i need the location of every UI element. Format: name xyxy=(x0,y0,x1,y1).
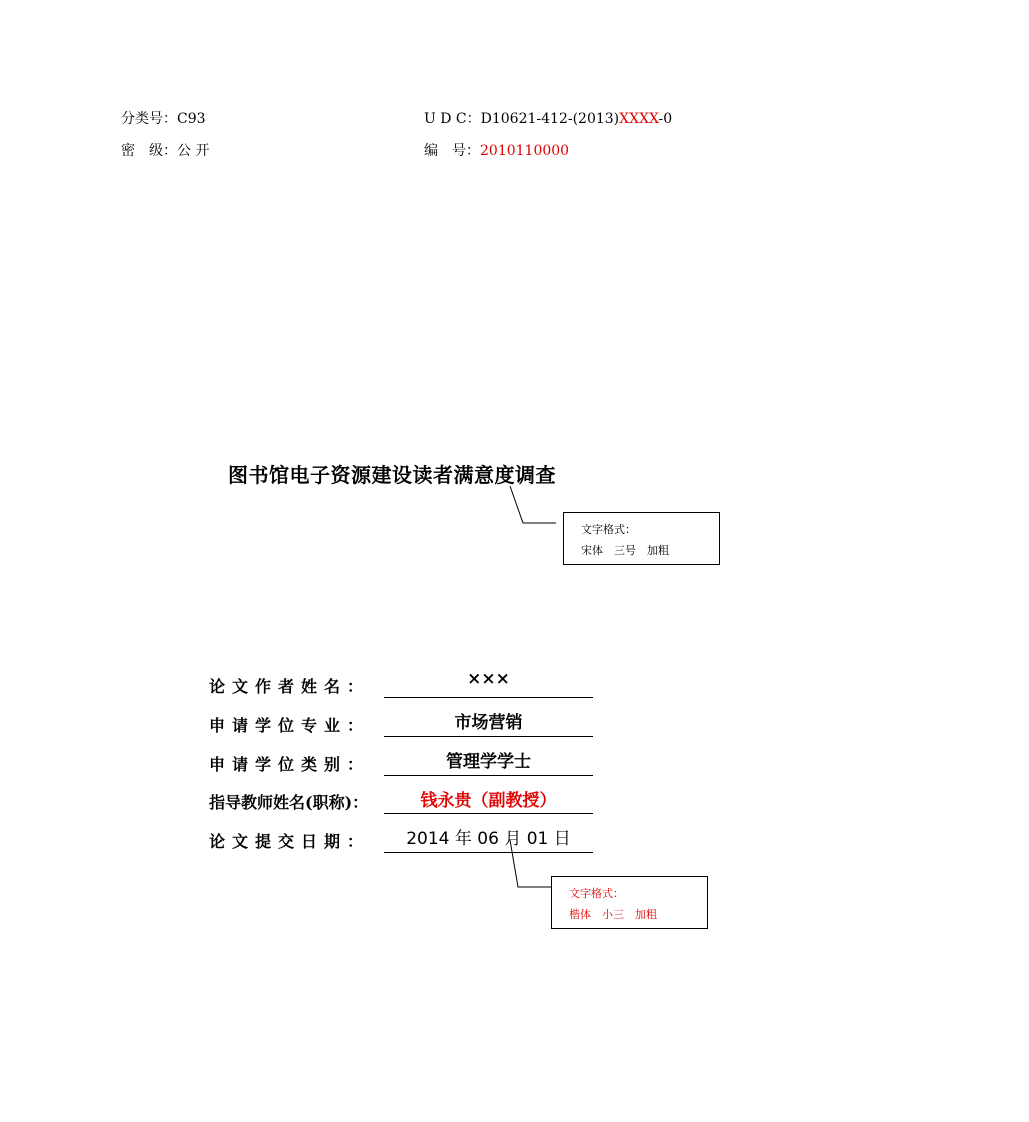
degree-category-label: 申请学位类别： xyxy=(209,755,371,774)
degree-major-underline xyxy=(384,736,593,737)
advisor-value: 钱永贵（副教授） xyxy=(420,791,557,811)
title-note-line1: 文字格式： xyxy=(581,523,636,536)
udc-highlight: XXXX xyxy=(619,111,659,127)
degree-major-value: 市场营销 xyxy=(454,713,523,733)
degree-category-value: 管理学学士 xyxy=(446,752,531,772)
field-note-line2: 楷体 小三 加粗 xyxy=(569,908,657,921)
author-name-label: 论文作者姓名： xyxy=(209,677,371,696)
author-name-value: ××× xyxy=(467,669,510,689)
number-value: 2010110000 xyxy=(480,143,570,159)
advisor-underline xyxy=(384,813,593,814)
udc-prefix: D10621-412-(2013) xyxy=(480,111,620,127)
submission-date-underline xyxy=(384,852,593,853)
udc-label: U D C： xyxy=(424,111,481,127)
classification-value: C93 xyxy=(177,111,206,127)
degree-major-label: 申请学位专业： xyxy=(209,716,371,735)
thesis-title: 图书馆电子资源建设读者满意度调查 xyxy=(228,463,556,487)
title-note-line2: 宋体 三号 加粗 xyxy=(581,544,669,557)
secrecy-label: 密 级： xyxy=(121,143,177,159)
submission-date-value: 2014 年 06 月 01 日 xyxy=(406,829,571,849)
classification-label: 分类号： xyxy=(121,111,177,127)
udc-suffix: -0 xyxy=(658,111,673,127)
field-note-line1: 文字格式： xyxy=(569,887,624,900)
number-label: 编 号： xyxy=(424,143,480,159)
advisor-label: 指导教师姓名(职称)： xyxy=(209,793,369,812)
title-note-leader xyxy=(510,486,556,523)
submission-date-label: 论文提交日期： xyxy=(209,832,371,851)
field-format-note xyxy=(551,876,708,929)
degree-category-underline xyxy=(384,775,593,776)
author-name-underline xyxy=(384,697,593,698)
secrecy-value: 公 开 xyxy=(177,143,210,159)
title-format-note xyxy=(563,512,720,565)
